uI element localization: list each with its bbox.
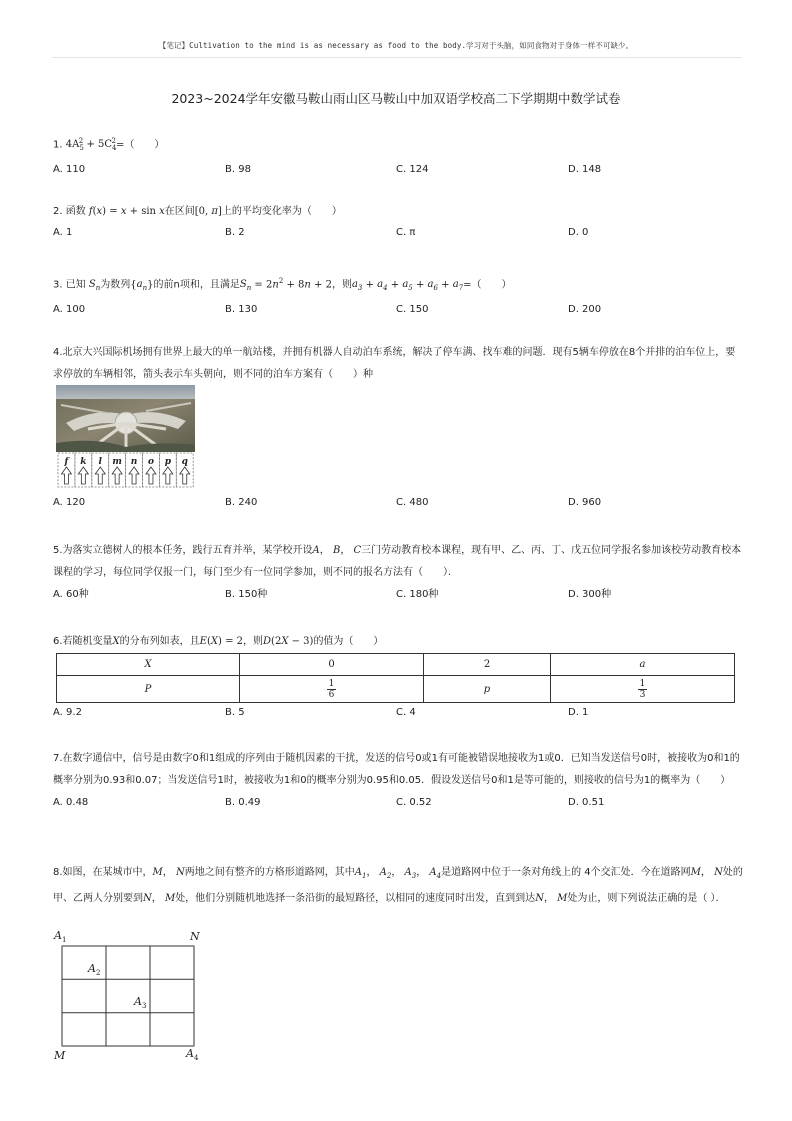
header-divider [52,57,742,58]
label-a3: $A_3$ [134,995,147,1010]
question-4-options [53,492,743,512]
question-6-options [53,702,743,722]
table-cell: X [57,654,240,676]
question-stem: 1. $4A_5^2 + 5C_4^2=$（ ） [53,137,165,153]
options [53,584,743,604]
label-m: M [54,1049,66,1062]
question-4 [53,342,743,385]
table-cell: P [57,676,240,703]
options [53,159,743,179]
options [53,299,743,319]
question-7 [53,748,743,812]
distribution-table [56,653,735,703]
math-expression: $4A_5^2 + 5C_4^2$ [65,137,117,153]
option-b[interactable]: B. 5 [225,707,245,718]
table-cell [240,676,424,703]
option-c[interactable]: C. 0.52 [396,797,432,808]
table-cell [551,676,735,703]
options [53,492,743,512]
slot-label: q [181,457,188,467]
option-d[interactable]: D. 1 [568,707,589,718]
options [53,222,743,242]
options [53,792,743,812]
question-1 [53,131,743,179]
option-c[interactable]: C. 480 [396,497,429,508]
question-6 [53,631,743,652]
option-d[interactable]: D. 960 [568,497,602,508]
table-cell: p [424,676,551,703]
label-a2: $A_2$ [88,962,101,977]
label-n: N [190,930,200,943]
option-b[interactable]: B. 98 [225,164,251,176]
header-note: 【笔记】Cultivation to the mind is as necessary as food to the body.学习对于头脑，如同食物对于身体一样不可缺少。 [158,41,634,50]
table-cell: 2 [424,654,551,676]
slot-label: k [80,457,87,467]
table-row [57,654,735,676]
question-5 [53,540,743,604]
option-d[interactable]: D. 300种 [568,589,612,600]
option-d[interactable]: D. 0.51 [568,797,605,808]
option-c[interactable]: C. 124 [396,164,429,176]
option-c[interactable]: C. 4 [396,707,416,718]
road-grid-figure [50,925,210,1065]
slot-label: f [64,457,69,467]
table-cell: a [551,654,735,676]
option-a[interactable]: A. 100 [53,304,86,316]
option-a[interactable]: A. 1 [53,227,73,238]
option-a[interactable]: A. 60种 [53,589,89,600]
option-c[interactable]: C. 150 [396,304,429,316]
question-stem: 4.北京大兴国际机场拥有世界上最大的单一航站楼，并拥有机器人自动泊车系统，解决了停车满、找车难的问题．现有5辆车停放在8个并排的泊车位上，要求停放的车辆相邻，箭头表示车头朝向，则不同的泊车方案有（ ）种 [53,347,736,380]
table-row [57,676,735,703]
option-b[interactable]: B. 150种 [225,589,268,600]
airport-parking-figure [56,385,195,488]
option-b[interactable]: B. 0.49 [225,797,261,808]
option-d[interactable]: D. 148 [568,164,602,176]
question-stem: 7.在数字通信中，信号是由数字0和1组成的序列由于随机因素的干扰，发送的信号0或1有可能被错误地接收为1或0．已知当发送信号0时，被接收为0和1的概率分别为0.93和0.07；当发送信号1时，被接收为1和0的概率分别为0.95和0.05．假设发送信号0和1是等可能的，则接收的信号为1的概率为（ ） [53,753,740,786]
option-c[interactable]: C. 180种 [396,589,439,600]
option-a[interactable]: A. 120 [53,497,86,508]
question-stem: 8.如图，在某城市中，M， N两地之间有整齐的方格形道路网，其中$A_1$， $A_2$， $A_3$， $A_4$是道路网中位于一条对角线上的 4个交汇处．今在道路网M， N处的甲、乙两人分别要到N， M处，他们分别随机地选择一条沿街的最短路径，以相同的速度同时出发，直到到达N， M处为止，则下列说法正确的是（ ）． [53,867,743,904]
slot-label: m [112,457,122,467]
math-expression: f [88,206,93,217]
question-stem: 5.为落实立德树人的根本任务，践行五育并举，某学校开设A， B， C三门劳动教育校本课程，现有甲、乙、丙、丁、戊五位同学报名参加该校劳动教育校本课程的学习，每位同学仅报一门，每门至少有一位同学参加，则不同的报名方法有（ ）． [53,545,742,578]
question-stem: 3. 已知 $S_n$为数列$\{a_n\}$的前n项和，且满足$S_n = 2n^2 + 8n + 2$，则$a_3 + a_4 + a_5 + a_6 + a_7=$（ ） [53,277,512,293]
option-d[interactable]: D. 200 [568,304,602,316]
options [53,702,743,722]
option-b[interactable]: B. 240 [225,497,258,508]
option-c[interactable]: C. π [396,227,416,238]
option-a[interactable]: A. 110 [53,164,86,176]
slot-label: l [98,457,102,467]
option-b[interactable]: B. 130 [225,304,258,316]
option-a[interactable]: A. 0.48 [53,797,89,808]
label-a4: $A_4$ [186,1047,199,1062]
math-interval: [0, [194,206,212,217]
math-expression: $a_3$ [351,279,363,293]
grid-lines [62,946,194,1046]
math-expression: $S_n$ [239,279,252,293]
table-cell: 0 [240,654,424,676]
fraction: $\frac{1}{6}$ [328,678,335,700]
option-d[interactable]: D. 0 [568,227,589,238]
slot-label: n [130,457,138,467]
slot-label: p [164,457,171,467]
fraction: $\frac{1}{3}$ [639,678,646,700]
option-b[interactable]: B. 2 [225,227,245,238]
option-a[interactable]: A. 9.2 [53,707,82,718]
question-2 [53,201,743,242]
question-stem: 6.若随机变量X的分布列如表，且E(X) = 2，则D(2X − 3)的值为（ ） [53,636,384,647]
page-title: 2023~2024学年安徽马鞍山雨山区马鞍山中加双语学校高二下学期期中数学试卷 [171,91,621,106]
slot-label: o [147,457,154,467]
question-3 [53,271,743,319]
label-a1: $A_1$ [54,929,67,944]
question-stem: 2. 函数 f(x) = x + sin x在区间[0, π]上的平均变化率为（ ） [53,206,342,217]
question-8 [53,862,743,909]
